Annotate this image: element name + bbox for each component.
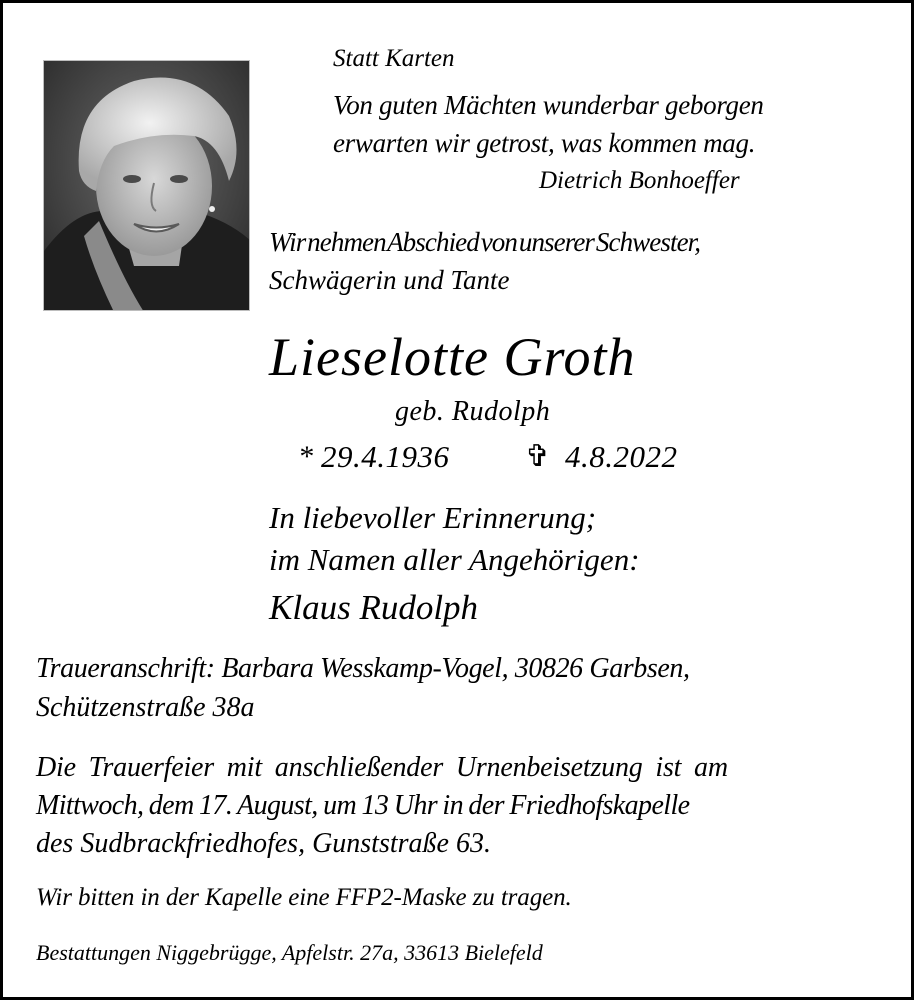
remembrance-line: In liebevoller Erinnerung;	[269, 500, 597, 535]
funeral-home: Bestattungen Niggebrügge, Apfelstr. 27a, 33613 Bielefeld	[36, 940, 543, 965]
quote-line: erwarten wir getrost, was kommen mag.	[333, 128, 756, 158]
farewell-line: Schwägerin und Tante	[269, 265, 510, 295]
signatory-name: Klaus Rudolph	[269, 588, 479, 627]
death-date: 4.8.2022	[565, 439, 678, 474]
birth-name: geb. Rudolph	[395, 396, 551, 427]
portrait-image	[44, 61, 250, 311]
quote-author: Dietrich Bonhoeffer	[539, 167, 740, 194]
intro-text: Statt Karten	[333, 45, 455, 72]
address-line: Schützenstraße 38a	[36, 692, 255, 723]
quote-line: Von guten Mächten wunderbar geborgen	[333, 90, 764, 120]
farewell-line: Wir nehmen Abschied von unserer Schwester,	[269, 227, 701, 257]
portrait-photo	[43, 60, 250, 311]
deceased-name: Lieselotte Groth	[269, 327, 636, 387]
birth-symbol: *	[298, 440, 313, 473]
ceremony-line: Die Trauerfeier mit anschließender Urnenbeisetzung ist am	[36, 752, 728, 783]
ceremony-line: Mittwoch, dem 17. August, um 13 Uhr in der Friedhofskapelle	[36, 790, 690, 821]
mask-notice: Wir bitten in der Kapelle eine FFP2-Maske zu tragen.	[36, 884, 572, 911]
cross-icon: ✞	[525, 440, 551, 473]
remembrance-line: im Namen aller Angehörigen:	[269, 542, 640, 577]
address-line: Traueranschrift: Barbara Wesskamp-Vogel, 30826 Garbsen,	[36, 653, 690, 684]
birth-date: 29.4.1936	[321, 439, 450, 474]
ceremony-line: des Sudbrackfriedhofes, Gunststraße 63.	[36, 828, 491, 859]
